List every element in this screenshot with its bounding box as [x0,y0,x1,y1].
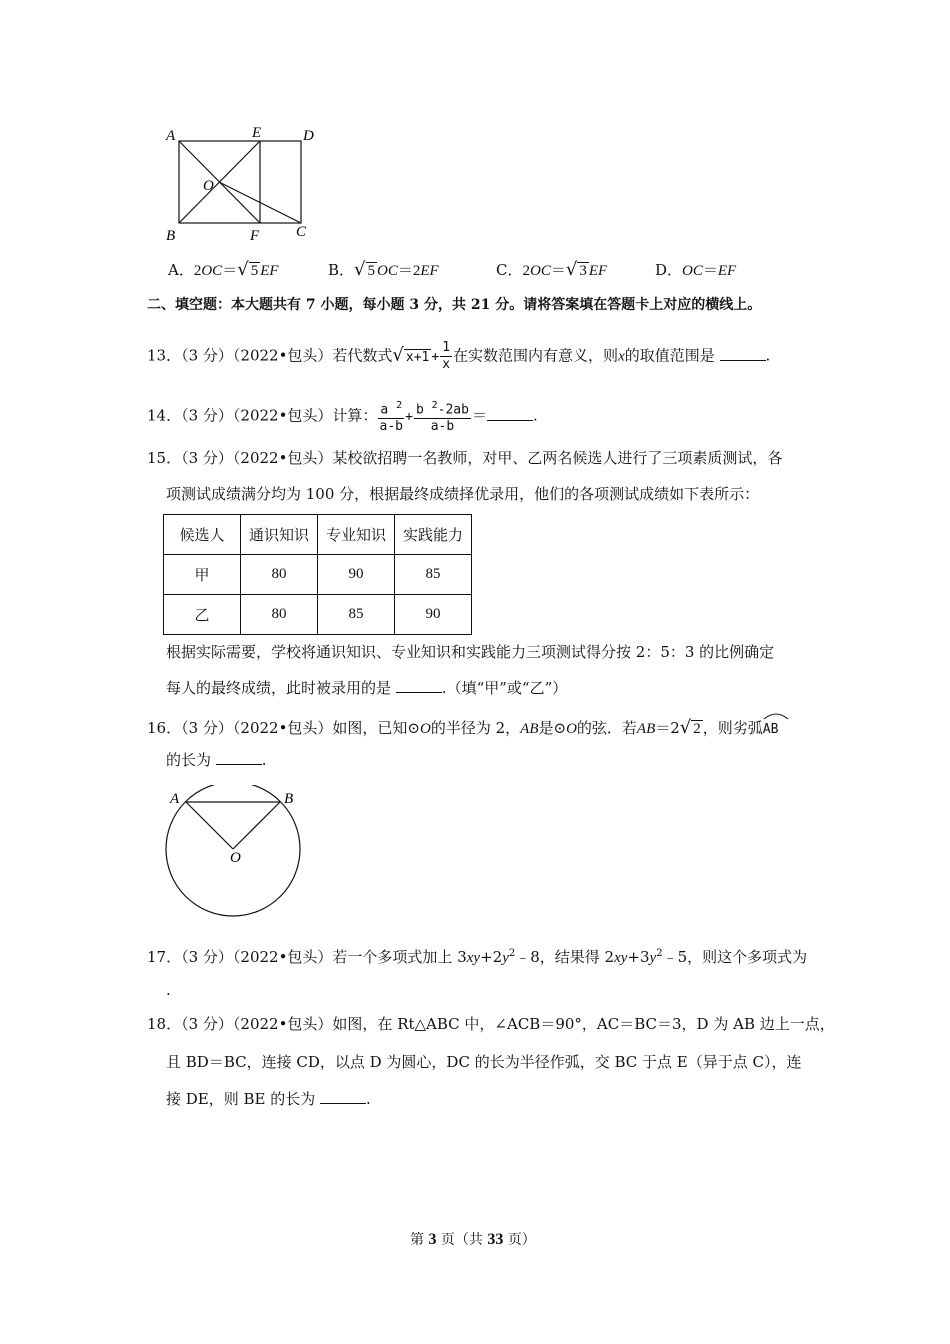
table-header-cell: 候选人 [164,515,241,555]
circle-figure-q16 [160,785,310,920]
label-o: O [230,850,241,866]
question-15-line-2: 项测试成绩满分均为 100 分，根据最终成绩择优录用，他们的各项测试成绩如下表所示： [166,485,760,503]
q12-option-c: C．2OC＝√ 3 EF [496,259,608,280]
label-o: O [203,178,214,194]
q12-option-a: A．2OC＝√ 5 EF [168,259,279,280]
rectangle-figure-q12 [160,120,340,245]
table-cell: 80 [241,555,318,595]
table-cell: 85 [395,555,472,595]
label-a: A [166,128,176,144]
score-table [163,514,472,635]
question-13: 13．（3 分）（2022•包头）若代数式√ x+1 + $\frac{1}{x}$ 在实数范围内有意义，则x的取值范围是 . [147,340,771,372]
table-cell: 乙 [164,595,241,635]
label-a: A [170,791,180,807]
question-16-line-2: 的长为 . [166,751,267,769]
label-b: B [166,228,176,244]
label-d: D [303,128,314,144]
question-15-line-3: 根据实际需要，学校将通识知识、专业知识和实践能力三项测试得分按 2：5：3 的比例确定 [166,643,775,661]
table-header-cell: 专业知识 [318,515,395,555]
question-17-line-2: . [166,981,171,999]
question-18-line-1: 18．（3 分）（2022•包头）如图，在 Rt△ABC 中，∠ACB＝90°，AC＝BC＝3，D 为 AB 边上一点， [147,1015,835,1033]
question-15-line-4: 每人的最终成绩，此时被录用的是 .（填“甲”或“乙”） [166,679,568,697]
table-header-row [164,515,472,555]
table-header-cell: 实践能力 [395,515,472,555]
label-b: B [284,791,294,807]
table-row [164,555,472,595]
label-f: F [250,228,260,244]
question-16-line-1: 16．（3 分）（2022•包头）如图，已知⊙O的半径为 2，AB是⊙O的弦．若AB＝2√ 2 ，则劣弧 AB [147,714,778,740]
table-row [164,595,472,635]
table-cell: 80 [241,595,318,635]
question-17-line-1: 17．（3 分）（2022•包头）若一个多项式加上 $3xy+2y^2﹣8$，结果得 $2xy+3y^2﹣5$，则这个多项式为 [147,948,808,966]
question-15-line-1: 15．（3 分）（2022•包头）某校欲招聘一名教师，对甲、乙两名候选人进行了三项素质测试，各 [147,449,783,467]
table-cell: 90 [318,555,395,595]
table-cell: 85 [318,595,395,635]
label-e: E [252,125,262,141]
label-c: C [296,224,307,240]
question-14: 14．（3 分）（2022•包头）计算： $\frac{a ^2}{a-b}$ + $\frac{b ^2-2ab}{a-b}$ ＝ . [147,400,538,435]
q12-option-b: B．√ 5 OC＝2EF [328,259,439,280]
table-cell: 甲 [164,555,241,595]
section-heading: 二、填空题：本大题共有 7 小题，每小题 3 分，共 21 分。请将答案填在答题卡上对应的横线上。 [147,297,762,313]
table-cell: 90 [395,595,472,635]
question-18-line-3: 接 DE，则 BE 的长为 . [166,1090,371,1108]
q12-option-d: D．OC＝EF [655,261,737,279]
page-footer: 第 3 页（共 33 页） [410,1231,536,1248]
question-18-line-2: 且 BD＝BC，连接 CD，以点 D 为圆心，DC 的长为半径作弧，交 BC 于点 E（异于点 C），连 [166,1053,802,1071]
table-header-cell: 通识知识 [241,515,318,555]
